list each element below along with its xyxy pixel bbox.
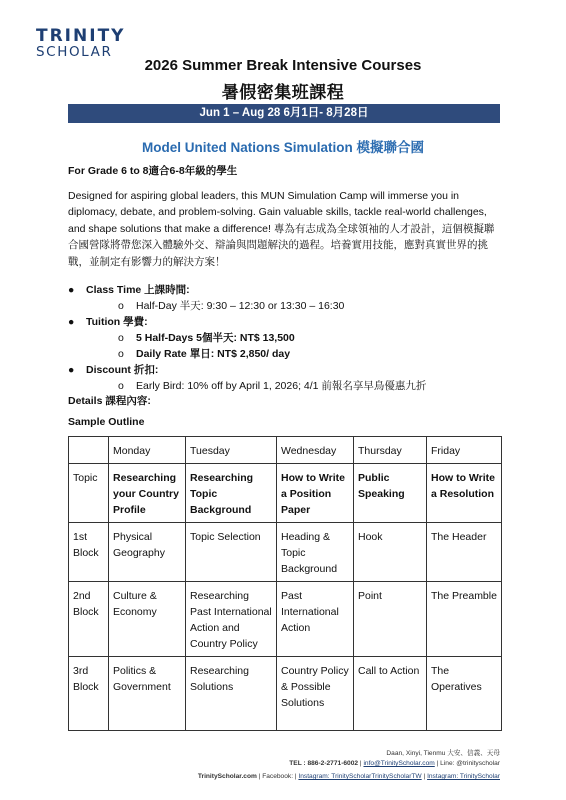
table-cell: Heading & Topic Background [277,523,354,582]
table-header-cell: Monday [109,437,186,464]
discount-item [68,362,158,377]
footer-instagram-link[interactable]: Instagram: TrinityScholar [427,773,500,780]
table-cell: Topic Selection [186,523,277,582]
table-cell: Public Speaking [354,464,427,523]
table-cell: Call to Action [354,657,427,731]
table-cell: How to Write a Resolution [427,464,502,523]
schedule-table [68,436,502,731]
class-time-item [68,282,190,297]
circle-bullet-icon: o [118,380,124,392]
table-cell: The Preamble [427,582,502,657]
tuition-half-days [118,330,295,345]
bullet-icon: ● [68,316,75,328]
table-header-cell: Tuesday [186,437,277,464]
class-time-detail [118,298,344,313]
class-time-label: Class Time 上課時間: [86,284,190,296]
circle-bullet-icon: o [118,332,124,344]
footer-tel: TEL : 886-2-2771-6002 [289,760,359,767]
table-cell: 2nd Block [69,582,109,657]
tuition-item [68,314,148,329]
class-time-text: Half-Day 半天: 9:30 – 12:30 or 13:30 – 16:30 [136,300,345,312]
footer-instagram-tw-link[interactable]: Instagram: TrinityScholarTrinityScholarTW [298,773,422,780]
course-title: Model United Nations Simulation 模擬聯合國 [141,140,424,155]
footer-social: TrinityScholar.com | Facebook: | Instagram: TrinityScholarTrinityScholarTW | Instagram: TrinityScholar [197,773,500,780]
table-cell: Researching Past International Action and Country Policy [186,582,277,657]
grade-range: For Grade 6 to 8適合6-8年級的學生 [68,165,238,177]
table-row [69,657,502,731]
discount-detail [118,378,426,393]
details-label: Details 課程內容: [68,395,151,407]
bullet-icon: ● [68,364,75,376]
table-row [69,464,502,523]
table-cell: Politics & Government [109,657,186,731]
page-title-en: 2026 Summer Break Intensive Courses [144,57,422,74]
table-cell: Country Policy & Possible Solutions [277,657,354,731]
table-row [69,582,502,657]
table-cell: How to Write a Position Paper [277,464,354,523]
footer-website-link[interactable]: TrinityScholar.com [197,773,257,780]
table-cell: Hook [354,523,427,582]
logo-line1: TRINITY [36,26,126,46]
bullet-icon: ● [68,284,75,296]
table-cell: 1st Block [69,523,109,582]
tuition-daily-rate [118,346,290,361]
table-header-cell: Friday [427,437,502,464]
date-banner: Jun 1 – Aug 28 6月1日- 8月28日 [68,104,500,123]
table-cell: Researching your Country Profile [109,464,186,523]
footer-line[interactable]: Line: @trinityscholar [440,760,500,767]
table-cell: Culture & Economy [109,582,186,657]
discount-label: Discount 折扣: [86,364,159,376]
table-cell: The Header [427,523,502,582]
table-cell: Researching Solutions [186,657,277,731]
sample-outline-label: Sample Outline [68,416,145,428]
tuition-label: Tuition 學費: [86,316,148,328]
circle-bullet-icon: o [118,300,124,312]
footer-facebook[interactable]: Facebook: [262,773,294,780]
table-cell: Researching Topic Background [186,464,277,523]
table-row [69,523,502,582]
table-header-row [69,437,502,464]
logo-line2: SCHOLAR [36,44,113,60]
table-header-cell: Wednesday [277,437,354,464]
table-cell: Point [354,582,427,657]
course-description: Designed for aspiring global leaders, this MUN Simulation Camp will immerse you in diplomacy, debate, and problem-solving. Gain valuable skills, tackle real-world challenges, and shape solutions that make a difference! 專為有志成為全球領袖的人才設計，這個模擬聯合國營隊將帶您深入體驗外交、辯論與問題解決的過程。培養實用技能，應對真實世界的挑戰，並制定有影響力的解決方案！ [68,190,495,268]
page-title-zh: 暑假密集班課程 [221,83,345,102]
tuition-half-days-text: 5 Half-Days 5個半天: NT$ 13,500 [136,332,295,344]
table-cell: Physical Geography [109,523,186,582]
table-cell: The Operatives [427,657,502,731]
table-header-cell [69,437,109,464]
circle-bullet-icon: o [118,348,124,360]
table-cell: Past International Action [277,582,354,657]
table-cell: Topic [69,464,109,523]
tuition-daily-rate-text: Daily Rate 單日: NT$ 2,850/ day [136,348,291,360]
discount-text: Early Bird: 10% off by April 1, 2026; 4/1 前報名享早鳥優惠九折 [136,380,427,392]
footer-email-link[interactable]: info@TrinityScholar.com [363,760,435,767]
trinity-scholar-logo [36,28,125,60]
table-cell: 3rd Block [69,657,109,731]
footer-address: Daan, Xinyi, Tienmu 大安、信義、天母 [386,750,500,757]
table-header-cell: Thursday [354,437,427,464]
footer-contact: TEL : 886-2-2771-6002 | info@TrinityScholar.com | Line: @trinityscholar [289,760,500,767]
